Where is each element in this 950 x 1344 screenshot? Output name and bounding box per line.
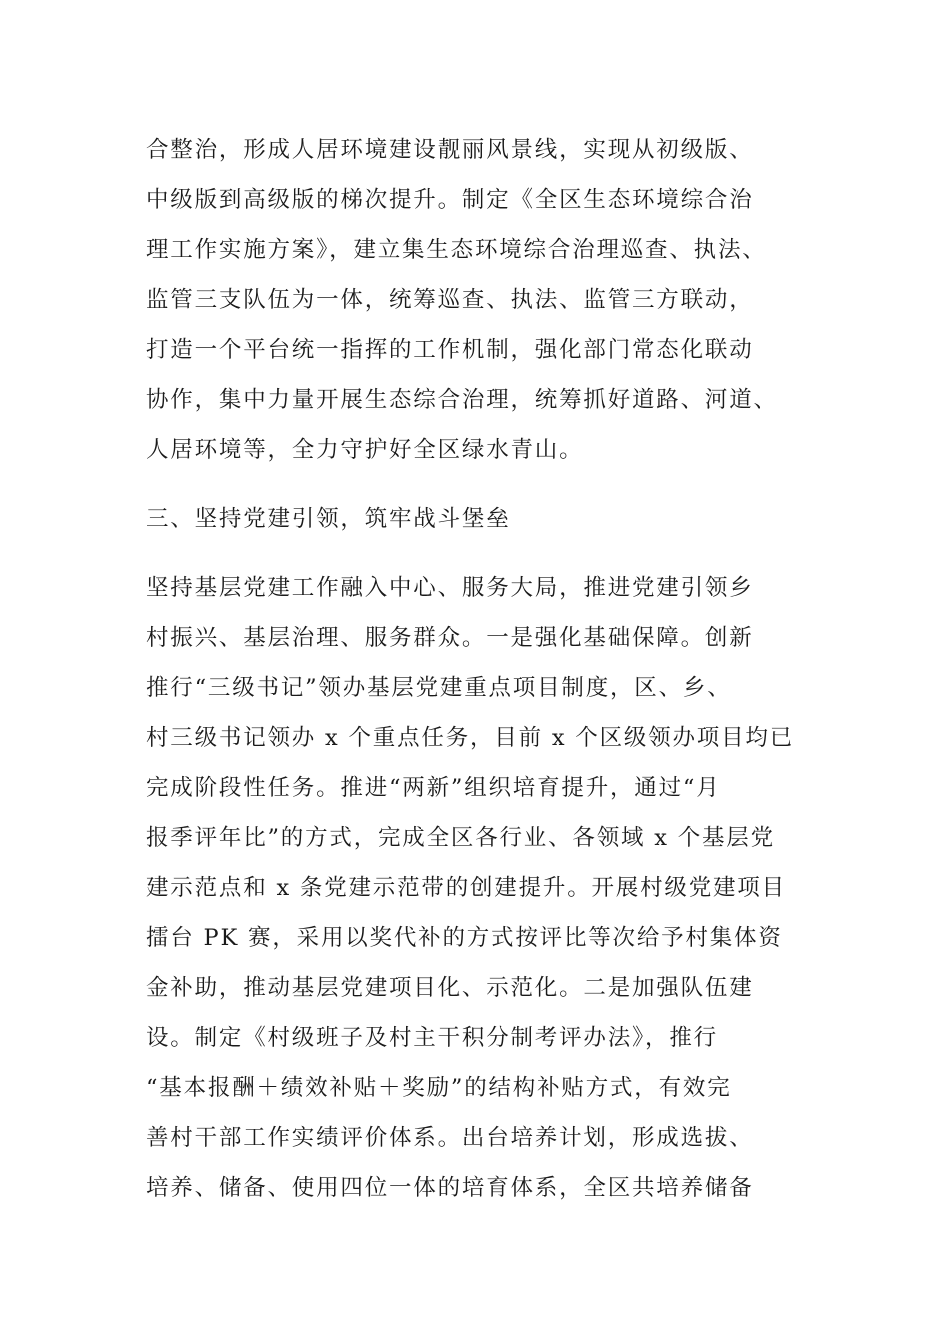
- text-line: 中级版到高级版的梯次提升。制定《全区生态环境综合治: [146, 187, 754, 213]
- text-line: 理工作实施方案》，建立集生态环境综合治理巡查、执法、: [146, 237, 767, 263]
- text-line: 善村干部工作实绩评价体系。出台培养计划，形成选拔、: [146, 1125, 754, 1151]
- text-line: 设。制定《村级班子及村主干积分制考评办法》，推行: [146, 1025, 718, 1051]
- text-line: 培养、储备、使用四位一体的培育体系，全区共培养储备: [146, 1175, 754, 1201]
- text-line: 村振兴、基层治理、服务群众。一是强化基础保障。创新: [146, 625, 754, 651]
- text-line: 金补助，推动基层党建项目化、示范化。二是加强队伍建: [146, 975, 754, 1001]
- text-line: 坚持基层党建工作融入中心、服务大局，推进党建引领乡: [146, 575, 754, 601]
- text-line: 完成阶段性任务。推进“两新”组织培育提升，通过“月: [146, 775, 721, 801]
- text-line: 推行“三级书记”领办基层党建重点项目制度，区、乡、: [146, 675, 732, 701]
- section-heading: 三、坚持党建引领，筑牢战斗堡垒: [146, 506, 511, 532]
- text-line: 协作，集中力量开展生态综合治理，统筹抓好道路、河道、: [146, 387, 778, 413]
- text-line: 村三级书记领办 x 个重点任务，目前 x 个区级领办项目均已: [146, 725, 794, 751]
- text-line: 打造一个平台统一指挥的工作机制，强化部门常态化联动: [146, 337, 754, 363]
- text-line: 报季评年比”的方式，完成全区各行业、各领域 x 个基层党: [146, 825, 775, 851]
- text-line: 人居环境等，全力守护好全区绿水青山。: [146, 437, 584, 463]
- text-line: 建示范点和 x 条党建示范带的创建提升。开展村级党建项目: [146, 875, 786, 901]
- text-line: 合整治，形成人居环境建设靓丽风景线，实现从初级版、: [146, 137, 754, 163]
- text-line: 监管三支队伍为一体，统筹巡查、执法、监管三方联动，: [146, 287, 754, 313]
- text-line: “基本报酬＋绩效补贴＋奖励”的结构补贴方式，有效完: [146, 1075, 732, 1101]
- text-line: 擂台 PK 赛，采用以奖代补的方式按评比等次给予村集体资: [146, 925, 783, 951]
